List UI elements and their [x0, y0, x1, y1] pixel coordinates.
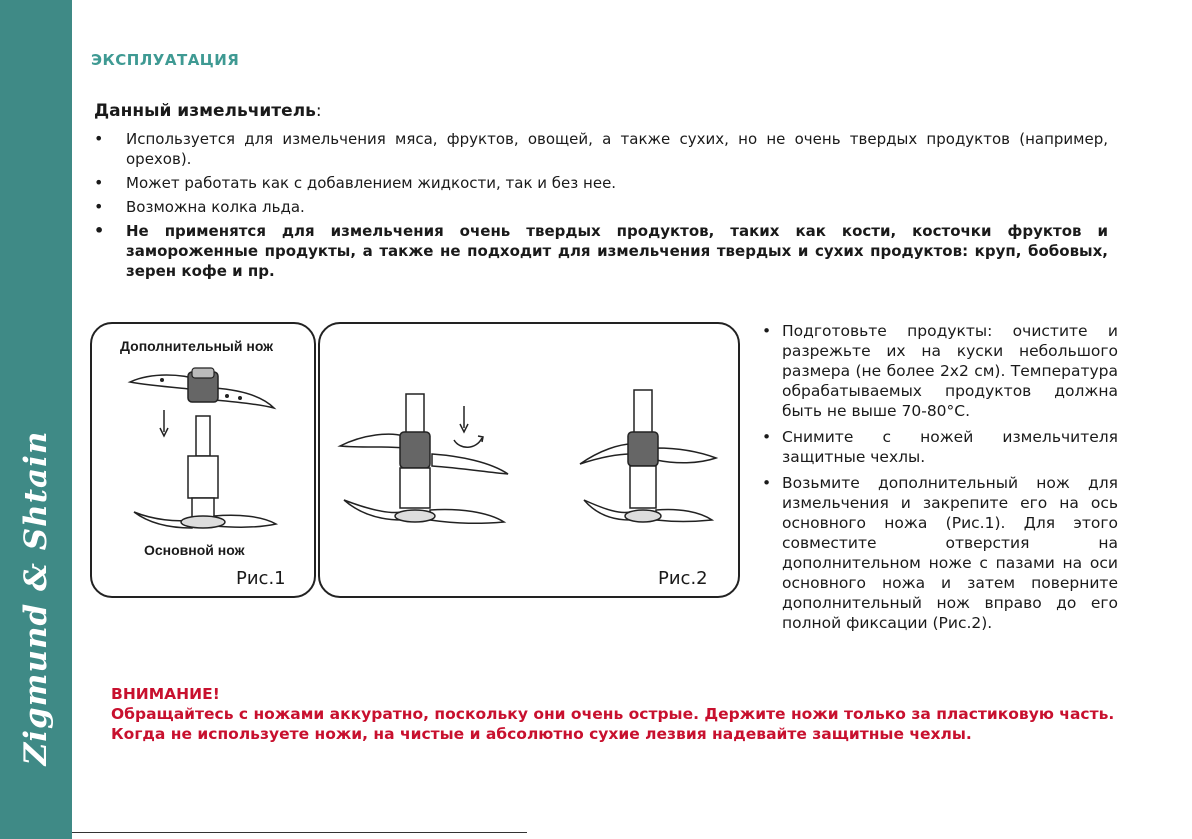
- bottom-divider: [72, 832, 527, 833]
- bullet-item-warning: • Не применятся для измельчения очень твердых продуктов, таких как кости, косточки фруктов и замороженные продукты, а также не подходит для измельчения твердых и сухих продуктов: круп, бобовых, зерен кофе и пр.: [94, 221, 1108, 281]
- brand-logo: Zigmund & Shtain: [18, 430, 54, 766]
- figure-1-top-label: Дополнительный нож: [120, 338, 274, 354]
- figure-2-caption: Рис.2: [658, 568, 708, 589]
- bullet-item: • Используется для измельчения мяса, фруктов, овощей, а также сухих, но не очень твердых продуктов (например, орехов).: [94, 129, 1108, 169]
- usage-bullet-list: [94, 129, 1108, 285]
- instruction-item: • Подготовьте продукты: очистите и разрежьте их на куски небольшого размера (не более 2х2 см). Температура обрабатываемых продуктов должна быть не выше 70-80°С.: [762, 321, 1118, 421]
- figure-1-caption: Рис.1: [236, 568, 286, 589]
- warning-title: ВНИМАНИЕ!: [111, 685, 220, 703]
- figure-1: [90, 322, 316, 598]
- warning-block: [111, 684, 1121, 744]
- intro-heading: [94, 101, 322, 121]
- section-title: ЭКСПЛУАТАЦИЯ: [91, 51, 240, 69]
- bullet-item: • Возможна колка льда.: [94, 197, 1108, 217]
- figure-1-bottom-label: Основной нож: [144, 542, 245, 558]
- warning-line-2: Когда не используете ножи, на чистые и абсолютно сухие лезвия надевайте защитные чехлы.: [111, 725, 972, 743]
- instruction-item: • Возьмите дополнительный нож для измельчения и закрепите его на ось основного ножа (Рис.1). Для этого совместите отверстия на дополнительном ноже с пазами на оси основного ножа и затем поверните дополнительный нож вправо до его полной фиксации (Рис.2).: [762, 473, 1118, 633]
- bullet-item: • Может работать как с добавлением жидкости, так и без нее.: [94, 173, 1108, 193]
- figure-2: [318, 322, 740, 598]
- instruction-list: [762, 321, 1118, 639]
- intro-suffix: :: [315, 101, 322, 121]
- warning-line-1: Обращайтесь с ножами аккуратно, поскольку они очень острые. Держите ножи только за пластиковую часть.: [111, 705, 1115, 723]
- intro-title: Данный измельчитель: [94, 101, 316, 121]
- sidebar-band: [0, 0, 72, 839]
- figure-2-illustration: [320, 324, 738, 596]
- instruction-item: • Снимите с ножей измельчителя защитные чехлы.: [762, 427, 1118, 467]
